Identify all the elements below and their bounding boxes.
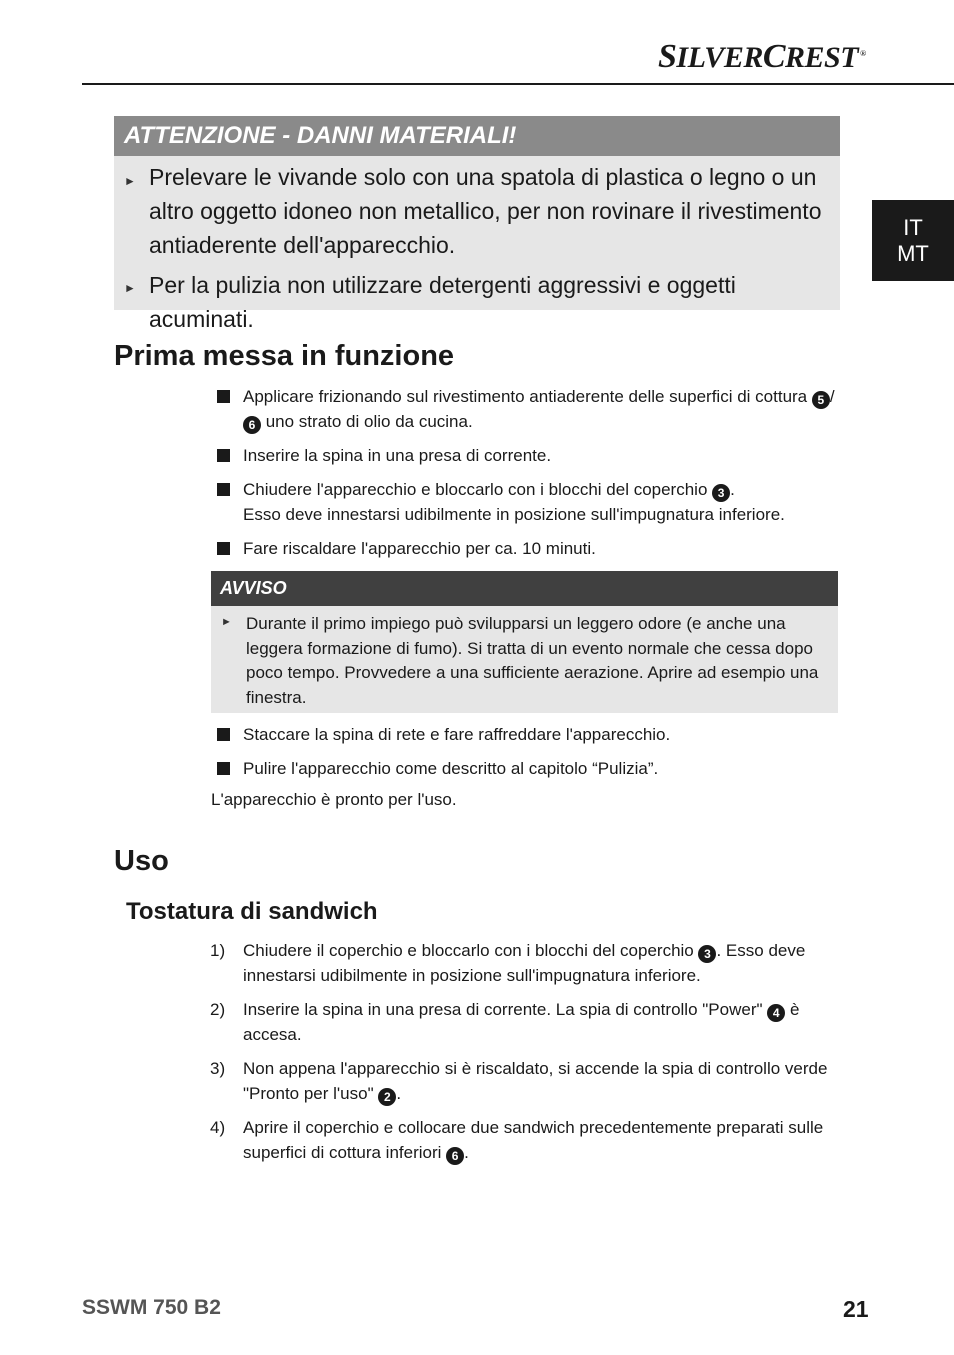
square-bullet-icon <box>217 449 230 462</box>
notice-text: Durante il primo impiego può svilupparsi un leggero odore (e anche una leggera formazione di fumo). Si tratta di un evento normale che cessa dopo poco tempo. Provvedere a una sufficiente aerazione. Aprire ad esempio una finestra. <box>246 614 819 707</box>
warning-box <box>114 116 840 332</box>
ref-number-icon: 4 <box>767 1004 785 1022</box>
section-title: Uso <box>114 845 169 877</box>
step-item: Inserire la spina in una presa di corrente. <box>243 446 552 465</box>
step-item: Fare riscaldare l'apparecchio per ca. 10 minuti. <box>243 539 596 558</box>
ref-number-icon: 2 <box>378 1088 396 1106</box>
step-item: Aprire il coperchio e collocare due sandwich precedentemente preparati sulle superfici di cottura inferiori 6 . <box>243 1118 824 1163</box>
lang-mt: MT <box>897 240 929 266</box>
arrow-bullet-icon: ► <box>221 616 232 628</box>
notice-box <box>211 571 838 713</box>
step-number: 1) <box>210 941 226 960</box>
ref-number-icon: 5 <box>812 391 830 409</box>
step-item: Chiudere l'apparecchio e bloccarlo con i blocchi del coperchio 3 . Esso deve innestarsi udibilmente in posizione sull'impugnatura inferiore. <box>243 480 785 524</box>
ref-number-icon: 6 <box>446 1147 464 1165</box>
ready-text: L'apparecchio è pronto per l'uso. <box>211 790 457 809</box>
square-bullet-icon <box>217 542 230 555</box>
ref-number-icon: 6 <box>243 416 261 434</box>
arrow-bullet-icon: ► <box>124 174 136 188</box>
brand-logo: SILVERCREST ® <box>658 38 866 75</box>
step-number: 3) <box>210 1059 226 1078</box>
step-number: 2) <box>210 1000 226 1019</box>
header-rule <box>82 83 954 85</box>
warning-title: ATTENZIONE - DANNI MATERIALI! <box>114 116 840 156</box>
ref-number-icon: 3 <box>712 484 730 502</box>
square-bullet-icon <box>217 390 230 403</box>
step-number: 4) <box>210 1118 226 1137</box>
warning-item: Per la pulizia non utilizzare detergenti aggressivi e oggetti acuminati. <box>149 272 736 332</box>
step-item: Applicare frizionando sul rivestimento antiaderente delle superfici di cottura 5 / 6 uno strato di olio da cucina. <box>243 387 835 432</box>
square-bullet-icon <box>217 762 230 775</box>
arrow-bullet-icon: ► <box>124 281 136 295</box>
subsection-title: Tostatura di sandwich <box>126 898 378 925</box>
square-bullet-icon <box>217 728 230 741</box>
step-item: Pulire l'apparecchio come descritto al capitolo “Pulizia”. <box>243 759 659 778</box>
section-title: Prima messa in funzione <box>114 340 455 372</box>
step-item: Non appena l'apparecchio si è riscaldato, si accende la spia di controllo verde "Pronto per l'uso" 2 . <box>243 1059 828 1104</box>
lang-it: IT <box>903 214 923 240</box>
square-bullet-icon <box>217 483 230 496</box>
language-tab <box>872 200 954 281</box>
step-item: Staccare la spina di rete e fare raffreddare l'apparecchio. <box>243 725 671 744</box>
footer-model: SSWM 750 B2 <box>82 1296 221 1319</box>
step-item: Inserire la spina in una presa di corrente. La spia di controllo "Power" 4 è accesa. <box>243 1000 800 1044</box>
page-number: 21 <box>843 1296 869 1322</box>
notice-title: AVVISO <box>211 571 838 606</box>
ref-number-icon: 3 <box>698 945 716 963</box>
warning-item: Prelevare le vivande solo con una spatola di plastica o legno o un altro oggetto idoneo non metallico, per non rovinare il rivestimento antiaderente dell'apparecchio. <box>149 164 822 258</box>
step-item: Chiudere il coperchio e bloccarlo con i blocchi del coperchio 3 . Esso deve innestarsi udibilmente in posizione sull'impugnatura inferiore. <box>243 941 806 985</box>
